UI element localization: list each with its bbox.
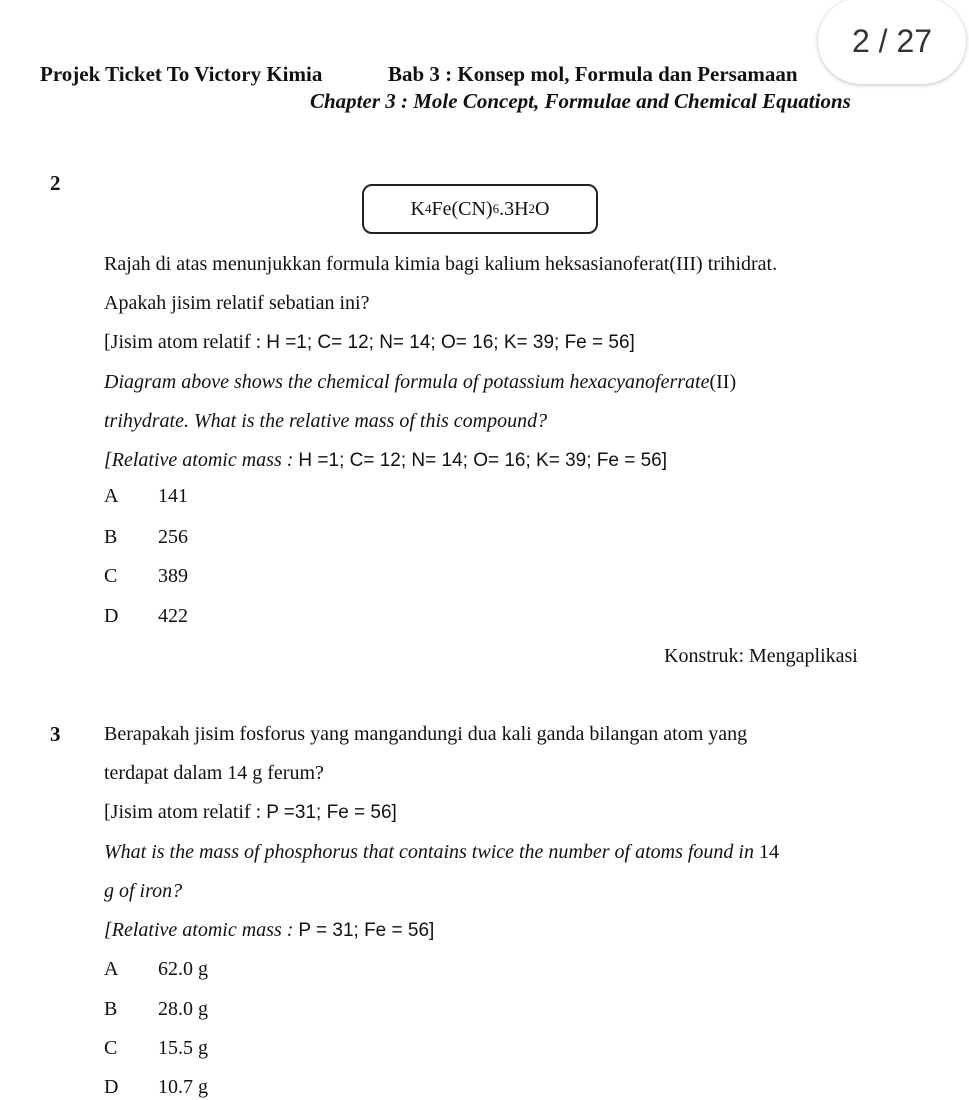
question-text-malay: Berapakah jisim fosforus yang mangandungi dua kali ganda bilangan atom yang xyxy=(104,723,748,745)
question-text-english: trihydrate. What is the relative mass of this compound? xyxy=(104,410,548,432)
question-text-malay: terdapat dalam 14 g ferum? xyxy=(104,762,324,784)
option-value: 28.0 g xyxy=(158,998,208,1020)
question-text-malay: Rajah di atas menunjukkan formula kimia bagi kalium heksasianoferat(III) trihidrat. xyxy=(104,253,778,275)
mass-label: [Jisim atom relatif : xyxy=(104,331,267,353)
question-text-english: g of iron? xyxy=(104,880,183,902)
mass-values: H =1; C= 12; N= 14; O= 16; K= 39; Fe = 56] xyxy=(266,332,635,353)
iron-mass-number: 14 xyxy=(759,841,779,863)
chapter-title-english: Chapter 3 : Mole Concept, Formulae and Chemical Equations xyxy=(310,89,851,113)
option-value: 422 xyxy=(158,605,188,627)
question-number: 3 xyxy=(50,722,61,746)
relative-mass-english xyxy=(104,918,434,943)
option-value: 256 xyxy=(158,526,188,548)
option-letter: A xyxy=(104,485,119,507)
formula-subscript: 2 xyxy=(528,201,536,216)
relative-mass-malay xyxy=(104,330,635,355)
option-letter: B xyxy=(104,526,118,548)
question-text-english xyxy=(104,840,779,864)
option-letter: B xyxy=(104,998,118,1020)
formula-part: Fe(CN) xyxy=(431,197,493,220)
mass-values: P =31; Fe = 56] xyxy=(266,802,397,823)
option-letter: A xyxy=(104,958,119,980)
formula-subscript: 4 xyxy=(424,201,432,216)
page-indicator: 2 / 27 xyxy=(818,0,966,84)
mass-label: [Relative atomic mass : xyxy=(104,919,299,941)
formula-subscript: 6 xyxy=(492,201,500,216)
mass-label: [Jisim atom relatif : xyxy=(104,801,267,823)
construct-label: Konstruk: Mengaplikasi xyxy=(664,645,858,667)
question-text-english xyxy=(104,370,736,394)
mass-values: P = 31; Fe = 56] xyxy=(298,920,435,941)
formula-part: .3H xyxy=(499,197,529,220)
relative-mass-malay xyxy=(104,800,397,825)
option-letter: C xyxy=(104,565,118,587)
relative-mass-english xyxy=(104,448,667,473)
question-text-malay: Apakah jisim relatif sebatian ini? xyxy=(104,292,370,314)
oxidation-state: (II) xyxy=(709,371,737,393)
chapter-title-malay: Bab 3 : Konsep mol, Formula dan Persamaan xyxy=(388,62,798,86)
project-title: Projek Ticket To Victory Kimia xyxy=(40,62,323,86)
question-number: 2 xyxy=(50,171,61,195)
formula-part: O xyxy=(535,197,550,220)
option-letter: D xyxy=(104,605,119,627)
english-text: Diagram above shows the chemical formula of potassium hexacyanoferrate xyxy=(104,371,710,393)
option-value: 15.5 g xyxy=(158,1037,208,1059)
mass-values: H =1; C= 12; N= 14; O= 16; K= 39; Fe = 56] xyxy=(298,450,668,471)
option-value: 141 xyxy=(158,485,188,507)
english-text: What is the mass of phosphorus that contains twice the number of atoms found in xyxy=(104,841,754,863)
option-letter: D xyxy=(104,1076,119,1098)
formula-part: K xyxy=(410,197,425,220)
chemical-formula-box xyxy=(362,184,598,234)
option-letter: C xyxy=(104,1037,118,1059)
option-value: 389 xyxy=(158,565,188,587)
option-value: 10.7 g xyxy=(158,1076,208,1098)
option-value: 62.0 g xyxy=(158,958,208,980)
mass-label: [Relative atomic mass : xyxy=(104,449,299,471)
